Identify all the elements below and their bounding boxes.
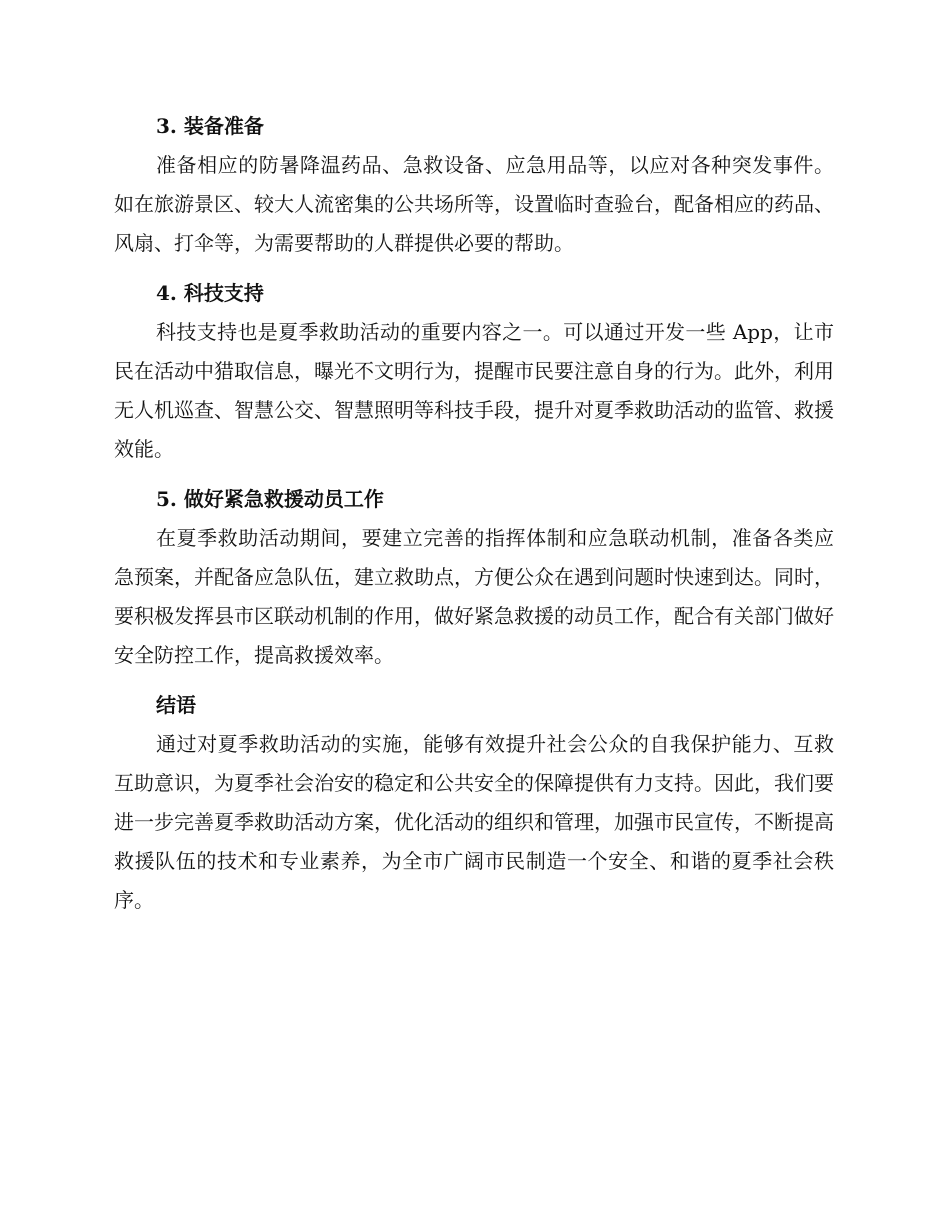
section-paragraph-tech-support: 科技支持也是夏季救助活动的重要内容之一。可以通过开发一些 App，让市民在活动中猎取信息，曝光不文明行为，提醒市民要注意自身的行为。此外，利用无人机巡查、智慧公交、智慧照明等科技手段，提升对夏季救助活动的监管、救援效能。 — [114, 320, 834, 461]
section-heading-equipment: 3. 装备准备 — [156, 114, 264, 138]
section-paragraph-conclusion: 通过对夏季救助活动的实施，能够有效提升社会公众的自我保护能力、互救互助意识，为夏季社会治安的稳定和公共安全的保障提供有力支持。因此，我们要进一步完善夏季救助活动方案，优化活动的组织和管理，加强市民宣传，不断提高救援队伍的技术和专业素养，为全市广阔市民制造一个安全、和谐的夏季社会秩序。 — [114, 732, 834, 912]
section-heading-tech-support: 4. 科技支持 — [156, 281, 264, 305]
section-paragraph-equipment: 准备相应的防暑降温药品、急救设备、应急用品等，以应对各种突发事件。如在旅游景区、较大人流密集的公共场所等，设置临时查验台，配备相应的药品、风扇、打伞等，为需要帮助的人群提供必要的帮助。 — [114, 153, 834, 255]
section-heading-emergency-mobilization: 5. 做好紧急救援动员工作 — [156, 487, 384, 511]
section-heading-conclusion: 结语 — [156, 693, 196, 717]
section-paragraph-emergency-mobilization: 在夏季救助活动期间，要建立完善的指挥体制和应急联动机制，准备各类应急预案，并配备应急队伍，建立救助点，方便公众在遇到问题时快速到达。同时，要积极发挥县市区联动机制的作用，做好紧急救援的动员工作，配合有关部门做好安全防控工作，提高救援效率。 — [114, 526, 834, 667]
